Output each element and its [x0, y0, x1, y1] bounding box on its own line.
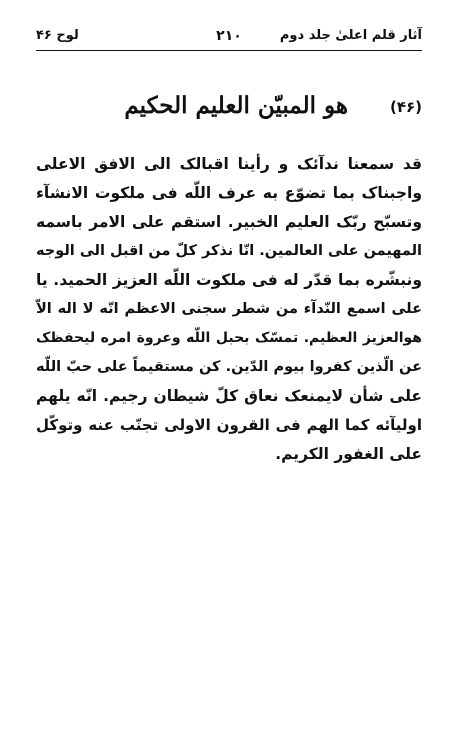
tablet-reference: لوح ۴۶ — [36, 28, 79, 43]
text-line: قد سمعنا ندآئک و رأینا اقبالک الی الافق الاعلی — [36, 155, 422, 173]
header-rule — [36, 50, 422, 51]
tablet-title: هو المبیّن العلیم الحکیم — [124, 92, 348, 119]
tablet-number: (۴۶) — [389, 98, 422, 116]
text-line: اولیآئه کما الهم فی القرون الاولی تجنّب عنه وتوکّل — [36, 416, 422, 434]
tablet-body-text — [36, 150, 422, 469]
running-header — [36, 28, 422, 52]
text-line: ونبشّره بما قدّر له فی ملکوت اللّه العزیز الحمید. یا — [36, 271, 422, 289]
tablet-heading — [36, 92, 422, 126]
book-title: آثار قلم اعلیٰ جلد دوم — [279, 28, 422, 43]
text-line: علی الغفور الکریم. — [275, 445, 422, 463]
page-number: ۲۱۰ — [216, 28, 242, 44]
text-line: وتسبّح ربّک العلیم الخبیر. استقم علی الامر باسمه — [36, 213, 422, 231]
text-line: عن الّذین کفروا بیوم الدّین. کن مستقیماً علی حبّ اللّه — [36, 359, 422, 375]
text-line: علی شأن لایمنعک نعاق کلّ شیطان رجیم. انّه یلهم — [36, 387, 422, 405]
text-line: علی اسمع النّدآء من شطر سجنی الاعظم انّه لا اله الاّ — [36, 301, 422, 317]
text-line: واجبناک بما تضوّع به عرف اللّه فی ملکوت الانشآء — [36, 184, 422, 202]
text-line: هوالعزیز العظیم. تمسّک بحبل اللّه وعروة امره لیحفظک — [36, 330, 422, 346]
text-line: المهیمن علی العالمین. انّا نذکر کلّ من اقبل الی الوجه — [36, 243, 422, 259]
